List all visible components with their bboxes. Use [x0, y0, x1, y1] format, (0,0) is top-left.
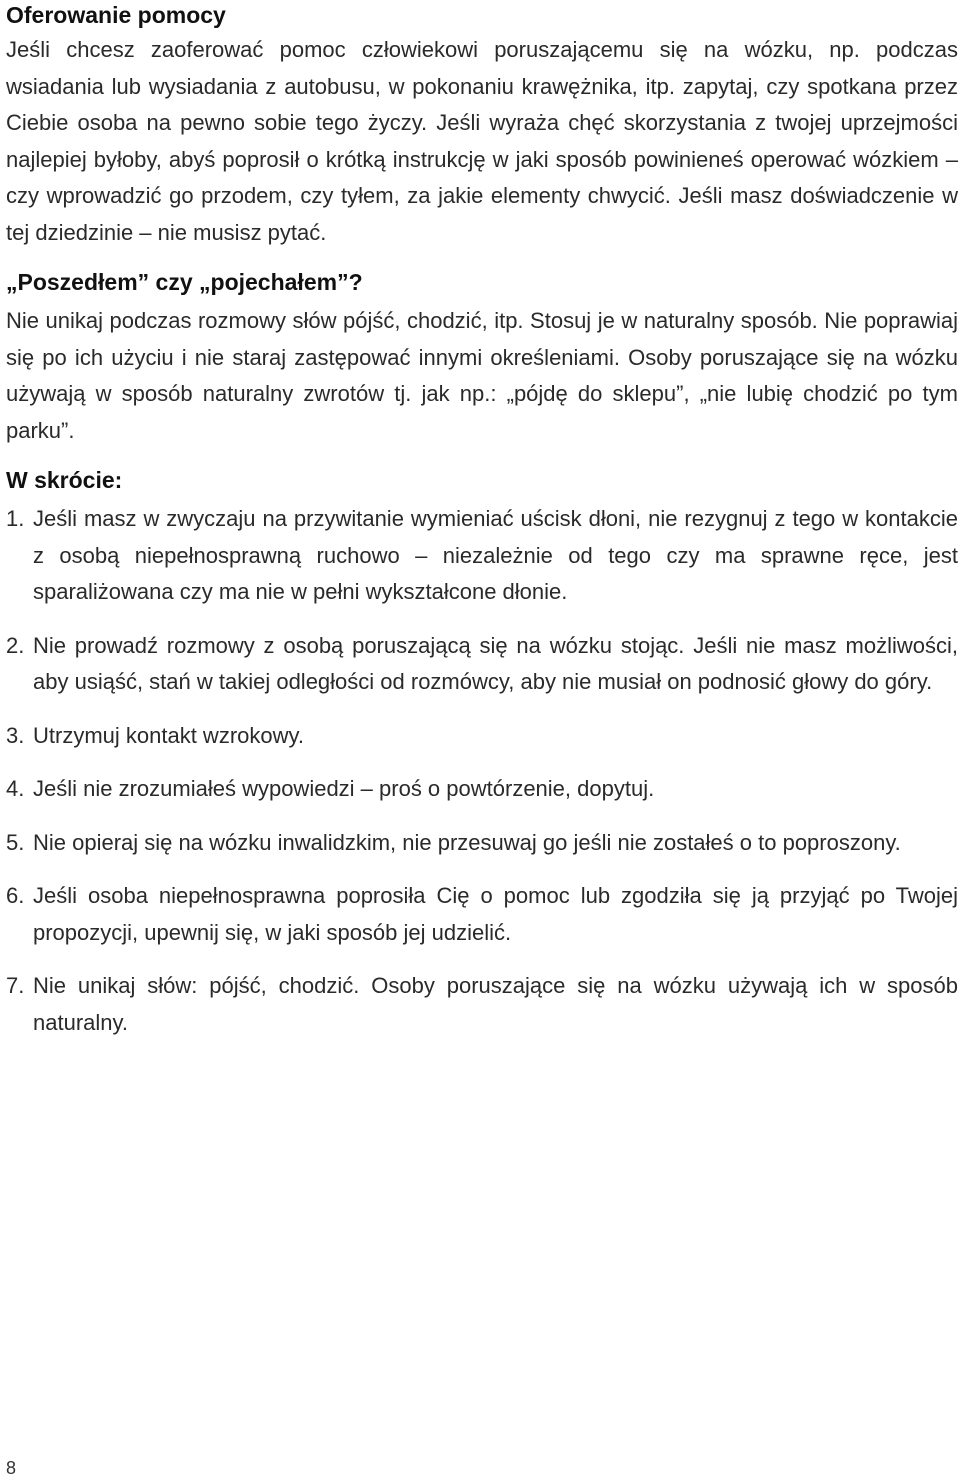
list-item	[6, 825, 958, 862]
document-page	[6, 0, 958, 1058]
list-item	[6, 878, 958, 951]
list-item-text: Utrzymuj kontakt wzrokowy.	[33, 722, 304, 748]
list-item-number: 4.	[6, 776, 25, 801]
list-item-number: 5.	[6, 829, 25, 855]
section-paragraph: Jeśli chcesz zaoferować pomoc człowiekowi poruszającemu się na wózku, np. podczas wsiadania lub wysiadania z autobusu, w pokonaniu krawężnika, itp. zapytaj, czy spotkana przez Ciebie osoba na pewno sobie tego życzy. Jeśli wyraża chęć skorzystania z twojej uprzejmości najlepiej byłoby, abyś poprosił o krótką instrukcję w jaki sposób powinieneś operować wózkiem – czy wprowadzić go przodem, czy tyłem, za jakie elementy chwycić. Jeśli masz doświadczenie w tej dziedzinie – nie musisz pytać.	[6, 37, 958, 245]
list-item-text: Nie prowadź rozmowy z osobą poruszającą się na wózku stojąc. Jeśli nie masz możliwości, aby usiąść, stań w takiej odległości od rozmówcy, aby nie musiał on podnosić głowy do góry.	[33, 632, 958, 694]
list-item	[6, 718, 958, 755]
list-item-number: 7.	[6, 973, 25, 998]
section-summary	[6, 465, 958, 1041]
section-walked-or-rode	[6, 267, 958, 449]
list-item-number: 6.	[6, 883, 25, 908]
page-number: 8	[6, 1458, 17, 1478]
list-item-number: 3.	[6, 722, 25, 748]
list-item-text: Nie opieraj się na wózku inwalidzkim, nie przesuwaj go jeśli nie zostałeś o to poproszony.	[33, 829, 901, 855]
list-item	[6, 628, 958, 701]
list-item-text: Jeśli nie zrozumiałeś wypowiedzi – proś o powtórzenie, dopytuj.	[33, 776, 655, 801]
list-item-text: Jeśli osoba niepełnosprawna poprosiła Cię o pomoc lub zgodziła się ją przyjąć po Twojej propozycji, upewnij się, w jaki sposób jej udzielić.	[33, 883, 958, 945]
section-heading: „Poszedłem” czy „pojechałem”?	[6, 269, 363, 295]
list-item-text: Jeśli masz w zwyczaju na przywitanie wymieniać uścisk dłoni, nie rezygnuj z tego w kontakcie z osobą niepełnosprawną ruchowo – niezależnie od tego czy ma sprawne ręce, jest sparaliżowana czy ma nie w pełni wykształcone dłonie.	[33, 506, 958, 604]
list-item	[6, 501, 958, 611]
section-offer-help	[6, 0, 958, 251]
section-paragraph: Nie unikaj podczas rozmowy słów pójść, chodzić, itp. Stosuj je w naturalny sposób. Nie poprawiaj się po ich użyciu i nie staraj zastępować innymi określeniami. Osoby poruszające się na wózku używają w sposób naturalny zwrotów tj. jak np.: „pójdę do sklepu”, „nie lubię chodzić po tym parku”.	[6, 308, 958, 443]
list-item	[6, 968, 958, 1041]
section-heading: Oferowanie pomocy	[6, 2, 226, 28]
list-item-text: Nie unikaj słów: pójść, chodzić. Osoby poruszające się na wózku używają ich w sposób naturalny.	[33, 973, 958, 1035]
section-heading: W skrócie:	[6, 467, 123, 493]
list-item	[6, 771, 958, 808]
summary-list	[6, 501, 958, 1041]
list-item-number: 2.	[6, 632, 25, 658]
list-item-number: 1.	[6, 506, 25, 531]
